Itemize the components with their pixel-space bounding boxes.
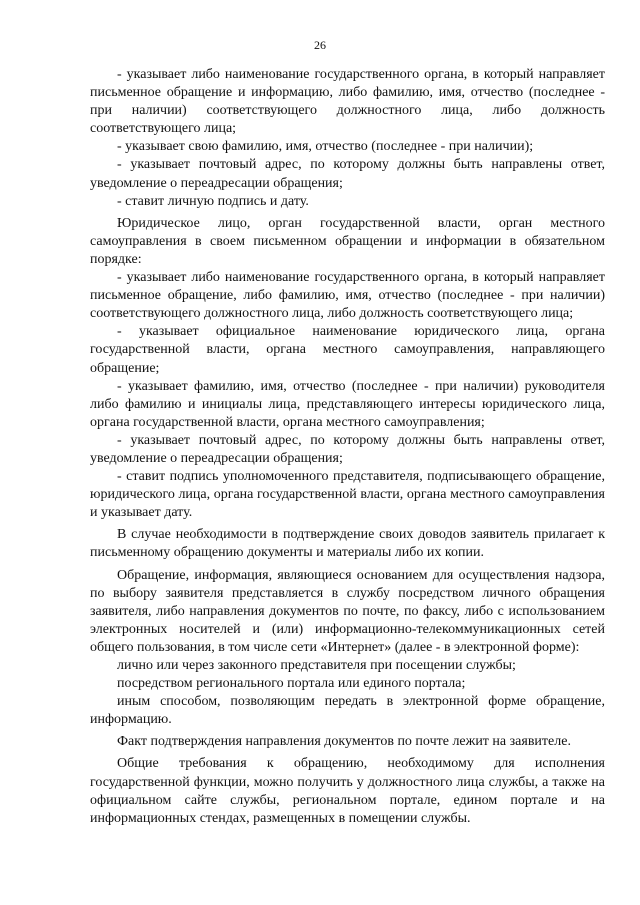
paragraph: - ставит подпись уполномоченного представителя, подписывающего обращение, юридического лица, органа государственной власти, органа местного самоуправления и указывает дату. [90, 469, 605, 521]
paragraph: В случае необходимости в подтверждение своих доводов заявитель прилагает к письменному обращению документы и материалы либо их копии. [90, 527, 605, 561]
paragraph: - ставит личную подпись и дату. [117, 193, 309, 209]
page-number: 26 [314, 38, 326, 52]
paragraph: Обращение, информация, являющиеся основанием для осуществления надзора, по выбору заявителя представляется в службу посредством личного обращения заявителя, либо направления документов по почте, по факсу, либо с использованием электронных носителей и (или) информационно-телекоммуникационных сетей общего пользования, в том числе сети «Интернет» (далее - в электронной форме): [90, 567, 605, 655]
paragraph: - указывает фамилию, имя, отчество (последнее - при наличии) руководителя либо фамилию и инициалы лица, представляющего интересы юридического лица, органа государственной власти, органа местного самоуправления; [90, 378, 605, 430]
paragraph: - указывает либо наименование государственного органа, в который направляет письменное обращение, либо фамилию, имя, отчество (последнее - при наличии) соответствующего должностного лица, либо должность соответствующего лица; [90, 270, 605, 322]
paragraph: - указывает почтовый адрес, по которому должны быть направлены ответ, уведомление о переадресации обращения; [90, 157, 605, 191]
paragraph: - указывает официальное наименование юридического лица, органа государственной власти, органа местного самоуправления, направляющего обращение; [90, 324, 605, 376]
paragraph: лично или через законного представителя при посещении службы; [117, 658, 516, 673]
paragraph: посредством регионального портала или единого портала; [117, 676, 466, 692]
body-text [90, 66, 605, 828]
paragraph: - указывает либо наименование государственного органа, в который направляет письменное обращение и информацию, либо фамилию, имя, отчество (последнее - при наличии) соответствующего должностного лица, либо должность соответствующего лица; [90, 67, 605, 137]
paragraph: Факт подтверждения направления документов по почте лежит на заявителе. [117, 734, 571, 750]
paragraph: Юридическое лицо, орган государственной власти, орган местного самоуправления в своем письменном обращении и информации в обязательном порядке: [90, 215, 605, 267]
paragraph: иным способом, позволяющим передать в электронной форме обращение, информацию. [90, 694, 605, 728]
paragraph: - указывает свою фамилию, имя, отчество (последнее - при наличии); [117, 139, 534, 155]
paragraph: Общие требования к обращению, необходимому для исполнения государственной функции, можно получить у должностного лица службы, а также на официальном сайте службы, региональном портале, едином портале и на информационных стендах, размещенных в помещении службы. [90, 756, 605, 826]
paragraph: - указывает почтовый адрес, по которому должны быть направлены ответ, уведомление о переадресации обращения; [90, 432, 605, 466]
